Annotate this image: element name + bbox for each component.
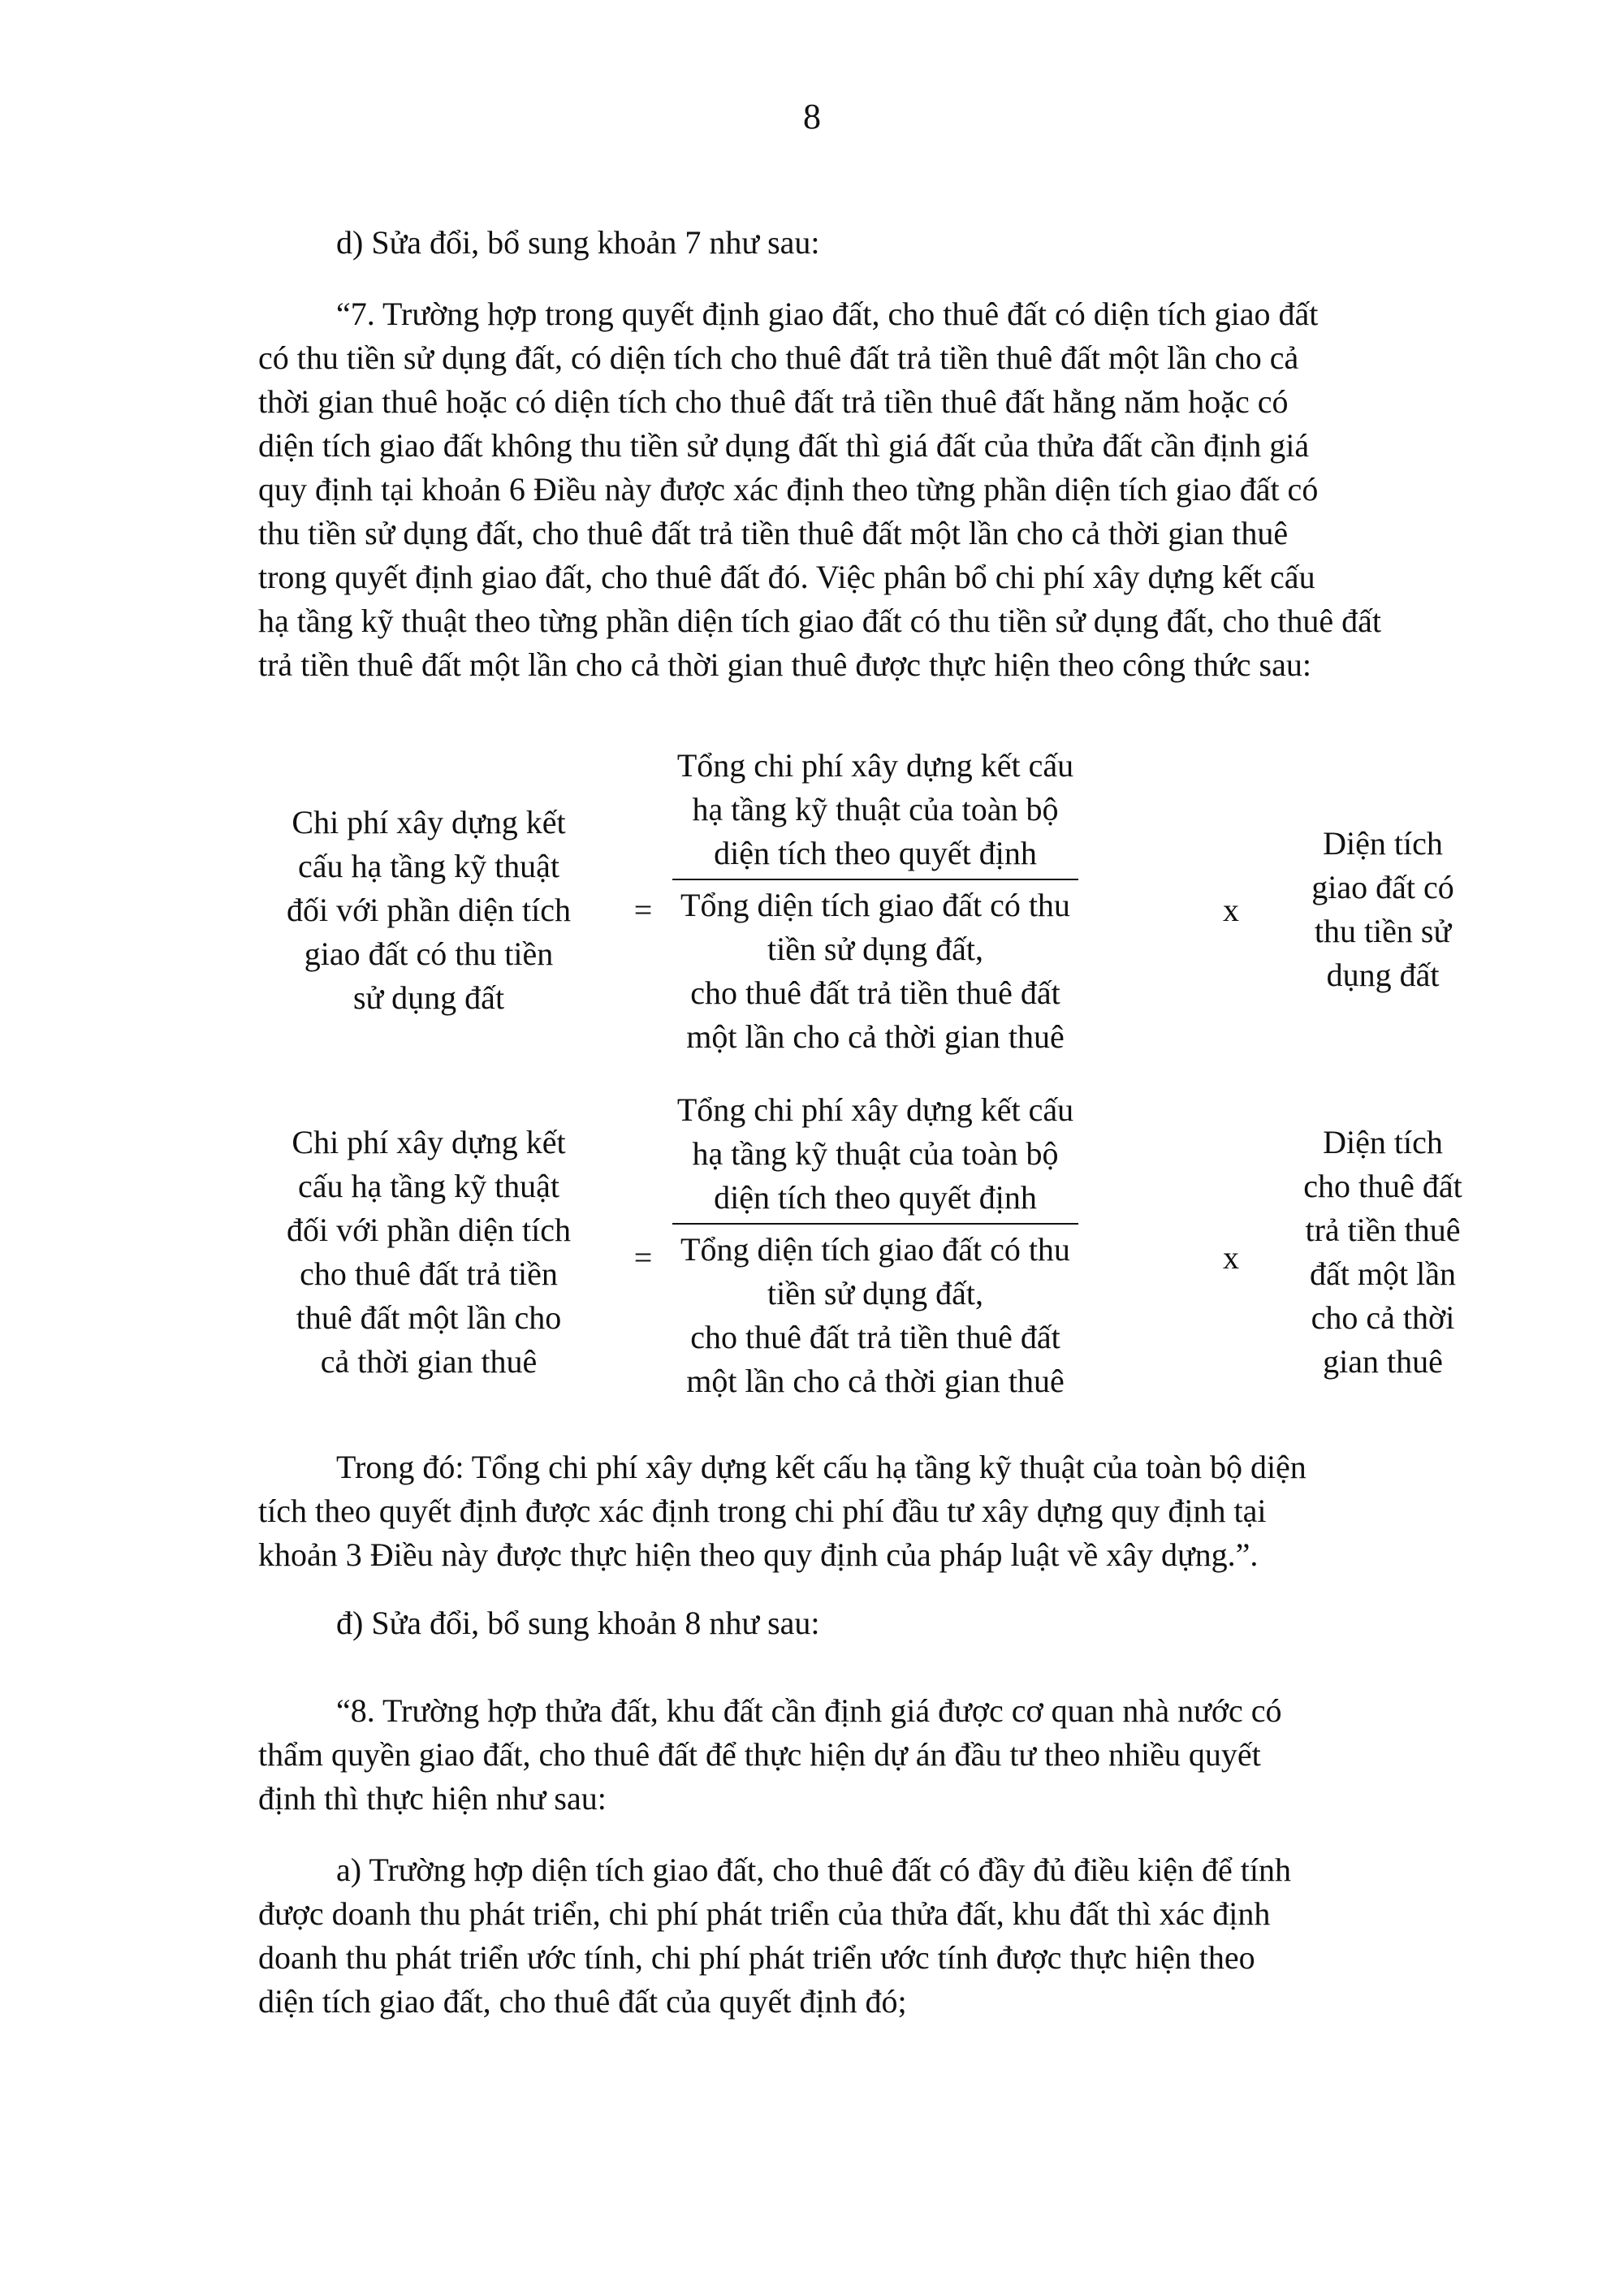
text-line: trả tiền thuê xyxy=(1305,1212,1461,1248)
text-line: hạ tầng kỹ thuật theo từng phần diện tích giao đất có thu tiền sử dụng đất, cho thuê đất xyxy=(258,603,1382,639)
multiply-sign: x xyxy=(1223,892,1239,928)
fraction-bar xyxy=(672,1223,1078,1225)
text-line: thẩm quyền giao đất, cho thuê đất để thực hiện dự án đầu tư theo nhiều quyết xyxy=(258,1736,1261,1773)
text-line: quy định tại khoản 6 Điều này được xác định theo từng phần diện tích giao đất có xyxy=(258,471,1319,508)
equals-sign: = xyxy=(633,1239,653,1276)
text-line: trả tiền thuê đất một lần cho cả thời gian thuê được thực hiện theo công thức sau: xyxy=(258,646,1311,683)
text-line: cấu hạ tầng kỹ thuật xyxy=(297,1168,560,1204)
fraction-bar xyxy=(672,879,1078,880)
text-line: một lần cho cả thời gian thuê xyxy=(686,1363,1065,1399)
equals-sign: = xyxy=(633,892,653,928)
text-line: trong quyết định giao đất, cho thuê đất đó. Việc phân bổ chi phí xây dựng kết cấu xyxy=(258,559,1315,595)
fraction-denominator xyxy=(672,1228,1078,1403)
text-line: “8. Trường hợp thửa đất, khu đất cần định giá được cơ quan nhà nước có xyxy=(336,1692,1282,1729)
text-line: Diện tích xyxy=(1323,825,1443,862)
text-line: tiền sử dụng đất, xyxy=(767,931,984,967)
text-line: thuê đất một lần cho xyxy=(296,1299,562,1336)
formula-rhs xyxy=(1273,822,1492,997)
text-line: diện tích giao đất, cho thuê đất của quyết định đó; xyxy=(258,1983,907,2020)
text-line: Tổng chi phí xây dựng kết cấu xyxy=(676,747,1074,784)
text-line: Trong đó: Tổng chi phí xây dựng kết cấu hạ tầng kỹ thuật của toàn bộ diện xyxy=(336,1449,1307,1485)
text-line: Tổng diện tích giao đất có thu xyxy=(680,1231,1070,1268)
text-line: cho cả thời xyxy=(1311,1299,1455,1336)
text-line: Tổng diện tích giao đất có thu xyxy=(680,887,1070,923)
formula-rhs xyxy=(1273,1121,1492,1384)
text-line: diện tích theo quyết định xyxy=(714,835,1037,871)
text-line: khoản 3 Điều này được thực hiện theo quy định của pháp luật về xây dựng.”. xyxy=(258,1536,1259,1573)
formula-lhs xyxy=(258,801,599,1020)
text-line: một lần cho cả thời gian thuê xyxy=(686,1018,1065,1055)
text-line: hạ tầng kỹ thuật của toàn bộ xyxy=(692,791,1059,827)
paragraph-khoan-7 xyxy=(258,292,1460,687)
text-line: gian thuê xyxy=(1323,1343,1443,1380)
text-line: diện tích giao đất không thu tiền sử dụng đất thì giá đất của thửa đất cần định giá xyxy=(258,427,1310,464)
fraction-numerator xyxy=(672,744,1078,879)
text-line: doanh thu phát triển ước tính, chi phí phát triển ước tính được thực hiện theo xyxy=(258,1939,1255,1976)
text-line: có thu tiền sử dụng đất, có diện tích cho thuê đất trả tiền thuê đất một lần cho cả xyxy=(258,339,1299,376)
text-line: sử dụng đất xyxy=(352,979,505,1016)
text-line: đối với phần diện tích xyxy=(287,892,571,928)
text-line: “7. Trường hợp trong quyết định giao đất, cho thuê đất có diện tích giao đất xyxy=(336,296,1319,332)
text-line: thu tiền sử xyxy=(1314,913,1452,949)
text-line: tích theo quyết định được xác định trong chi phí đầu tư xây dựng quy định tại xyxy=(258,1493,1267,1529)
text-line: cho thuê đất xyxy=(1303,1168,1462,1204)
multiply-sign: x xyxy=(1223,1239,1239,1276)
text-line: cho thuê đất trả tiền thuê đất xyxy=(690,1319,1060,1355)
fraction-denominator xyxy=(672,884,1078,1059)
text-line: đối với phần diện tích xyxy=(287,1212,571,1248)
fraction-numerator xyxy=(672,1088,1078,1223)
text-line: hạ tầng kỹ thuật của toàn bộ xyxy=(692,1135,1059,1172)
text-line: Tổng chi phí xây dựng kết cấu xyxy=(676,1091,1074,1128)
paragraph-trong-do xyxy=(258,1445,1460,1577)
text-line: Chi phí xây dựng kết xyxy=(292,1124,566,1160)
formula-2 xyxy=(258,1088,1525,1413)
heading-d: d) Sửa đổi, bổ sung khoản 7 như sau: xyxy=(336,224,820,261)
formula-fraction xyxy=(672,744,1078,1059)
text-line: thu tiền sử dụng đất, cho thuê đất trả tiền thuê đất một lần cho cả thời gian thuê xyxy=(258,515,1289,551)
paragraph-a xyxy=(258,1848,1460,2024)
text-line: dụng đất xyxy=(1326,957,1440,993)
text-line: tiền sử dụng đất, xyxy=(767,1275,984,1311)
text-line: Diện tích xyxy=(1323,1124,1443,1160)
text-line: a) Trường hợp diện tích giao đất, cho thuê đất có đầy đủ điều kiện để tính xyxy=(336,1851,1291,1888)
text-line: Chi phí xây dựng kết xyxy=(292,804,566,840)
text-line: giao đất có thu tiền xyxy=(304,935,554,972)
text-line: định thì thực hiện như sau: xyxy=(258,1780,607,1817)
text-line: diện tích theo quyết định xyxy=(714,1179,1037,1216)
paragraph-khoan-8 xyxy=(258,1689,1460,1821)
formula-lhs xyxy=(258,1121,599,1384)
text-line: cho thuê đất trả tiền xyxy=(300,1255,558,1292)
formula-1 xyxy=(258,744,1525,1069)
page-number: 8 xyxy=(803,97,821,136)
text-line: được doanh thu phát triển, chi phí phát triển của thửa đất, khu đất thì xác định xyxy=(258,1895,1271,1932)
text-line: cho thuê đất trả tiền thuê đất xyxy=(690,974,1060,1011)
formula-fraction xyxy=(672,1088,1078,1403)
text-line: giao đất có xyxy=(1311,869,1454,905)
text-line: cấu hạ tầng kỹ thuật xyxy=(297,848,560,884)
text-line: thời gian thuê hoặc có diện tích cho thuê đất trả tiền thuê đất hằng năm hoặc có xyxy=(258,383,1289,420)
text-line: đất một lần xyxy=(1310,1255,1456,1292)
text-line: cả thời gian thuê xyxy=(320,1343,538,1380)
heading-dd: đ) Sửa đổi, bổ sung khoản 8 như sau: xyxy=(336,1605,820,1641)
